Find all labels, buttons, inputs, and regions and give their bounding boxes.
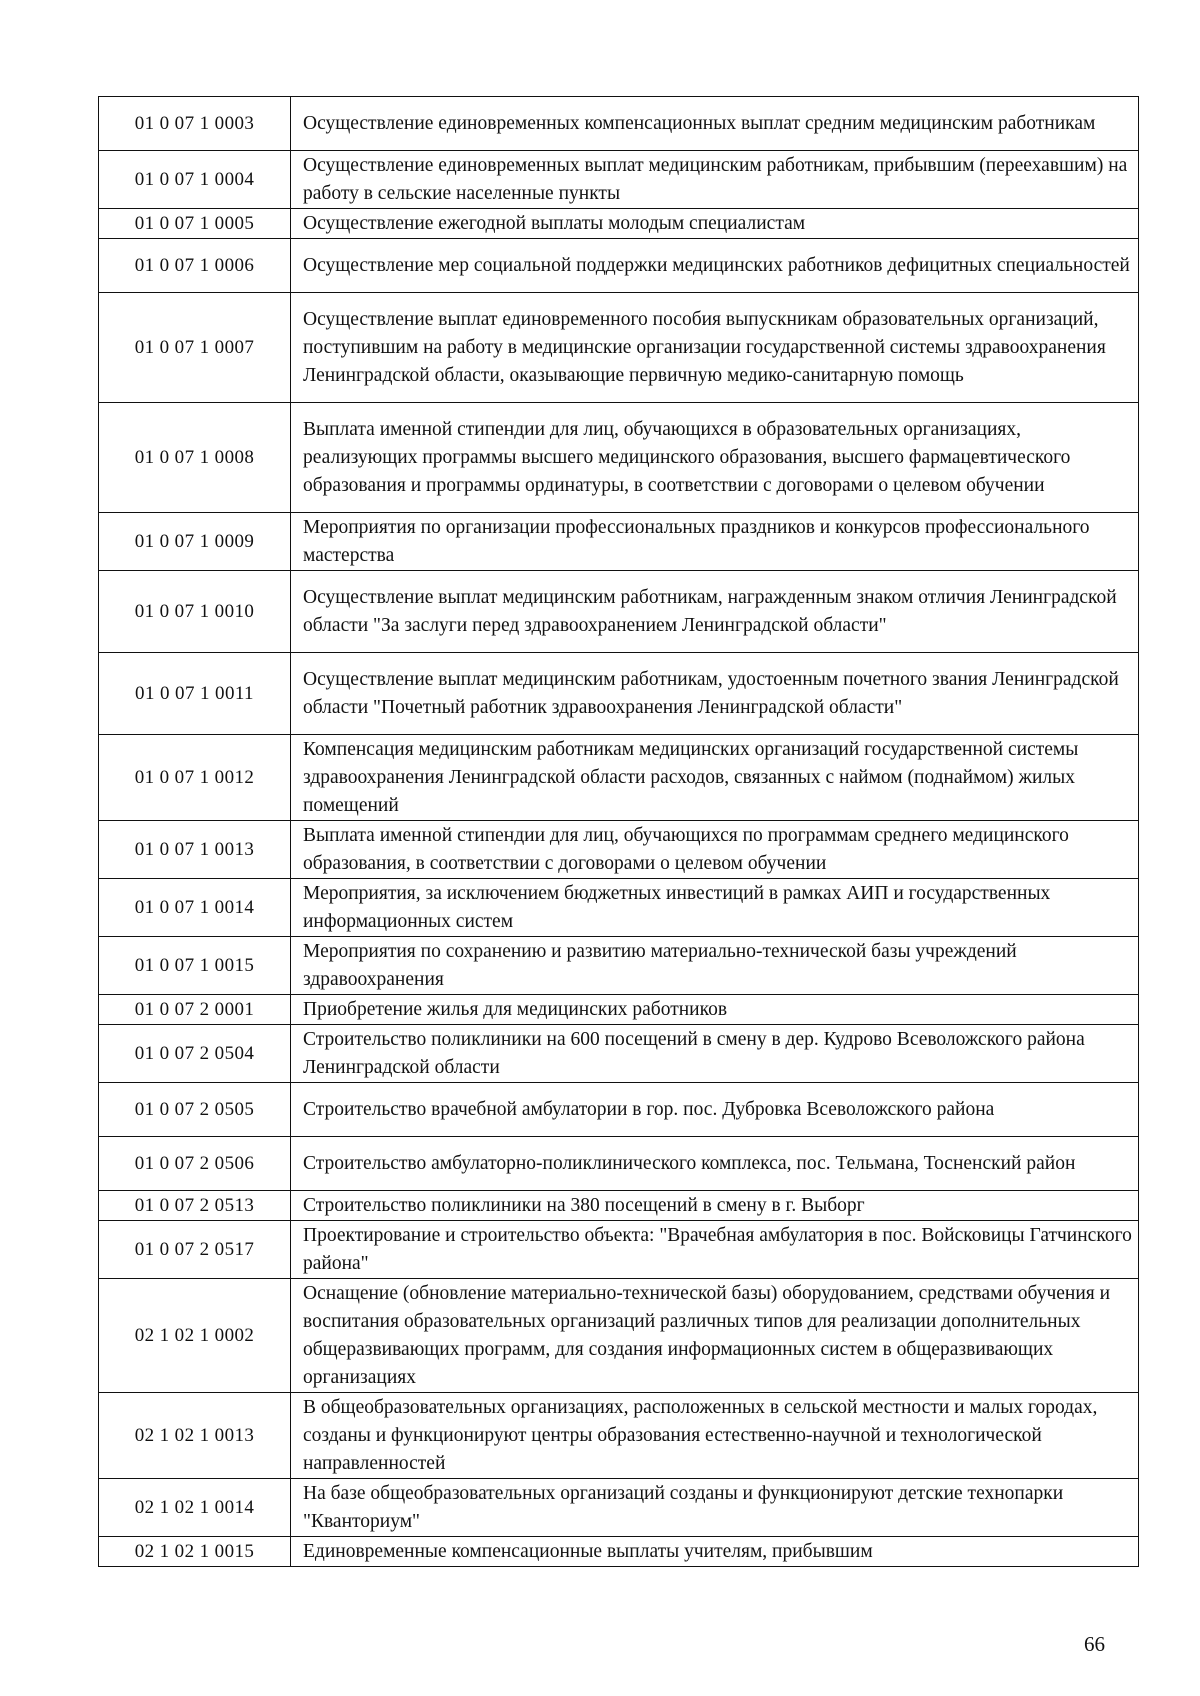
table-row [99, 1137, 1139, 1191]
table-row [99, 1083, 1139, 1137]
code-cell: 01 0 07 1 0014 [99, 879, 291, 937]
code-cell: 01 0 07 1 0007 [99, 293, 291, 403]
table-row [99, 937, 1139, 995]
description-cell: Мероприятия, за исключением бюджетных инвестиций в рамках АИП и государственных информационных систем [291, 879, 1139, 937]
description-cell: Единовременные компенсационные выплаты учителям, прибывшим [291, 1537, 1139, 1567]
table-row [99, 735, 1139, 821]
table-row [99, 293, 1139, 403]
table-row [99, 1025, 1139, 1083]
code-cell: 01 0 07 1 0015 [99, 937, 291, 995]
description-cell: Осуществление выплат единовременного пособия выпускникам образовательных организаций, поступившим на работу в медицинские организации государственной системы здравоохранения Ленинградской области, оказывающие первичную медико-санитарную помощь [291, 293, 1139, 403]
table-row [99, 239, 1139, 293]
table-row [99, 571, 1139, 653]
code-cell: 02 1 02 1 0013 [99, 1393, 291, 1479]
table-row [99, 1393, 1139, 1479]
code-cell: 02 1 02 1 0002 [99, 1279, 291, 1393]
table-row [99, 879, 1139, 937]
description-cell: Оснащение (обновление материально-технической базы) оборудованием, средствами обучения и воспитания образовательных организаций различных типов для реализации дополнительных общеразвивающих программ, для создания информационных систем в общеразвивающих организациях [291, 1279, 1139, 1393]
description-cell: Осуществление мер социальной поддержки медицинских работников дефицитных специальностей [291, 239, 1139, 293]
description-cell: Строительство врачебной амбулатории в гор. пос. Дубровка Всеволожского района [291, 1083, 1139, 1137]
table-row [99, 403, 1139, 513]
code-cell: 01 0 07 1 0013 [99, 821, 291, 879]
description-cell: Осуществление ежегодной выплаты молодым специалистам [291, 209, 1139, 239]
table-row [99, 1479, 1139, 1537]
code-cell: 01 0 07 1 0003 [99, 97, 291, 151]
code-cell: 01 0 07 1 0011 [99, 653, 291, 735]
description-cell: Приобретение жилья для медицинских работников [291, 995, 1139, 1025]
table-row [99, 653, 1139, 735]
description-cell: Осуществление единовременных выплат медицинским работникам, прибывшим (переехавшим) на работу в сельские населенные пункты [291, 151, 1139, 209]
table-row [99, 1221, 1139, 1279]
table-row [99, 995, 1139, 1025]
code-cell: 01 0 07 1 0010 [99, 571, 291, 653]
description-cell: На базе общеобразовательных организаций созданы и функционируют детские технопарки "Кванториум" [291, 1479, 1139, 1537]
code-cell: 01 0 07 1 0012 [99, 735, 291, 821]
description-cell: Мероприятия по организации профессиональных праздников и конкурсов профессионального мастерства [291, 513, 1139, 571]
code-cell: 01 0 07 1 0005 [99, 209, 291, 239]
table-body [99, 97, 1139, 1567]
document-page [98, 96, 1138, 1567]
code-cell: 01 0 07 1 0008 [99, 403, 291, 513]
code-cell: 01 0 07 2 0504 [99, 1025, 291, 1083]
description-cell: Осуществление выплат медицинским работникам, удостоенным почетного звания Ленинградской области "Почетный работник здравоохранения Ленинградской области" [291, 653, 1139, 735]
table-row [99, 1279, 1139, 1393]
description-cell: Строительство поликлиники на 380 посещений в смену в г. Выборг [291, 1191, 1139, 1221]
description-cell: Осуществление выплат медицинским работникам, награжденным знаком отличия Ленинградской области "За заслуги перед здравоохранением Ленинградской области" [291, 571, 1139, 653]
table-row [99, 513, 1139, 571]
description-cell: Мероприятия по сохранению и развитию материально-технической базы учреждений здравоохранения [291, 937, 1139, 995]
code-cell: 01 0 07 1 0009 [99, 513, 291, 571]
code-cell: 01 0 07 1 0004 [99, 151, 291, 209]
code-cell: 01 0 07 2 0517 [99, 1221, 291, 1279]
code-cell: 01 0 07 2 0001 [99, 995, 291, 1025]
description-cell: Выплата именной стипендии для лиц, обучающихся по программам среднего медицинского образования, в соответствии с договорами о целевом обучении [291, 821, 1139, 879]
table-row [99, 151, 1139, 209]
description-cell: В общеобразовательных организациях, расположенных в сельской местности и малых городах, созданы и функционируют центры образования естественно-научной и технологической направленностей [291, 1393, 1139, 1479]
table-row [99, 209, 1139, 239]
description-cell: Строительство амбулаторно-поликлинического комплекса, пос. Тельмана, Тосненский район [291, 1137, 1139, 1191]
description-cell: Проектирование и строительство объекта: "Врачебная амбулатория в пос. Войсковицы Гатчинского района" [291, 1221, 1139, 1279]
table-row [99, 821, 1139, 879]
description-cell: Выплата именной стипендии для лиц, обучающихся в образовательных организациях, реализующих программы высшего медицинского образования, высшего фармацевтического образования и программы ординатуры, в соответствии с договорами о целевом обучении [291, 403, 1139, 513]
description-cell: Компенсация медицинским работникам медицинских организаций государственной системы здравоохранения Ленинградской области расходов, связанных с наймом (поднаймом) жилых помещений [291, 735, 1139, 821]
code-cell: 01 0 07 2 0506 [99, 1137, 291, 1191]
description-cell: Осуществление единовременных компенсационных выплат средним медицинским работникам [291, 97, 1139, 151]
budget-code-table [98, 96, 1139, 1567]
code-cell: 01 0 07 2 0505 [99, 1083, 291, 1137]
table-row [99, 1191, 1139, 1221]
table-row [99, 97, 1139, 151]
page-number: 66 [1084, 1632, 1105, 1656]
description-cell: Строительство поликлиники на 600 посещений в смену в дер. Кудрово Всеволожского района Ленинградской области [291, 1025, 1139, 1083]
code-cell: 02 1 02 1 0015 [99, 1537, 291, 1567]
code-cell: 01 0 07 2 0513 [99, 1191, 291, 1221]
table-row [99, 1537, 1139, 1567]
code-cell: 02 1 02 1 0014 [99, 1479, 291, 1537]
code-cell: 01 0 07 1 0006 [99, 239, 291, 293]
